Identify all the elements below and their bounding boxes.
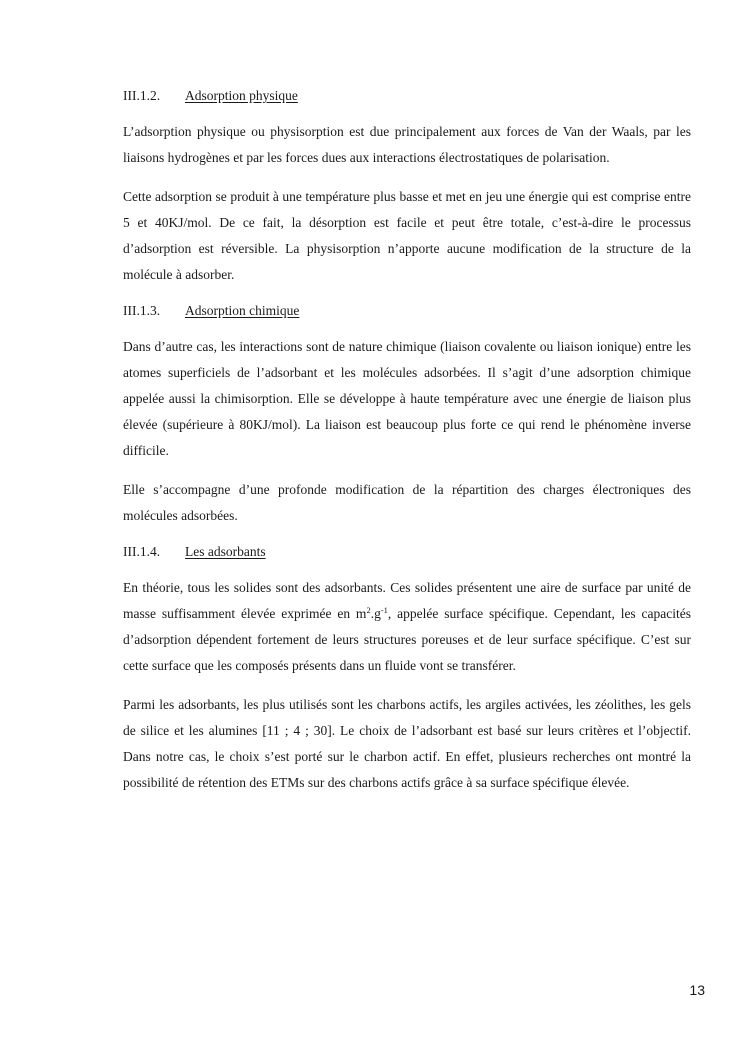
section-title: Adsorption physique — [185, 88, 298, 103]
paragraph: Elle s’accompagne d’une profonde modification de la répartition des charges électroniques des molécules adsorbées. — [123, 482, 691, 523]
text-run: , appelée surface spécifique. Cependant, les capacités d’adsorption dépendent fortement de leurs structures poreuses et de leur surface spécifique. C’est sur cette surface que les composés présents dans un fluide vont se transférer. — [123, 606, 692, 673]
section-title: Adsorption chimique — [185, 303, 300, 318]
page-body — [123, 86, 691, 809]
section-heading-adsorption-chimique — [123, 301, 691, 321]
paragraph — [123, 575, 691, 679]
text-run: .g — [370, 606, 381, 621]
section-heading-adsorption-physique — [123, 86, 691, 106]
paragraph: L’adsorption physique ou physisorption est due principalement aux forces de Van der Waals, par les liaisons hydrogènes et par les forces dues aux interactions électrostatiques de polarisation. — [123, 124, 691, 165]
text-run: En théorie, tous les solides sont des adsorbants. Ces solides présentent une aire de surface par unité de masse suffisamment élevée exprimée en m — [123, 580, 691, 621]
section-title: Les adsorbants — [185, 544, 266, 559]
paragraph: Cette adsorption se produit à une température plus basse et met en jeu une énergie qui est comprise entre 5 et 40KJ/mol. De ce fait, la désorption est facile et peut être totale, c’est-à-dire le processus d’adsorption est réversible. La physisorption n’apporte aucune modification de la structure de la molécule à adsorber. — [123, 189, 691, 282]
section-heading-les-adsorbants — [123, 542, 691, 562]
section-number: III.1.3. — [123, 303, 161, 318]
superscript: 2 — [366, 605, 371, 615]
paragraph: Parmi les adsorbants, les plus utilisés sont les charbons actifs, les argiles activées, les zéolithes, les gels de silice et les alumines [11 ; 4 ; 30]. Le choix de l’adsorbant est basé sur leurs critères et l’objectif. Dans notre cas, le choix s’est porté sur le charbon actif. En effet, plusieurs recherches ont montré la possibilité de rétention des ETMs sur des charbons actifs grâce à sa surface spécifique élevée. — [123, 697, 691, 790]
page-number: 13 — [689, 982, 705, 998]
paragraph: Dans d’autre cas, les interactions sont de nature chimique (liaison covalente ou liaison ionique) entre les atomes superficiels de l’adsorbant et les molécules adsorbées. Il s’agit d’une adsorption chimique appelée aussi la chimisorption. Elle se développe à haute température avec une énergie de liaison plus élevée (supérieure à 80KJ/mol). La liaison est beaucoup plus forte ce qui rend le phénomène inverse difficile. — [123, 339, 691, 458]
section-number: III.1.4. — [123, 544, 161, 559]
superscript: -1 — [380, 605, 388, 615]
section-number: III.1.2. — [123, 88, 161, 103]
